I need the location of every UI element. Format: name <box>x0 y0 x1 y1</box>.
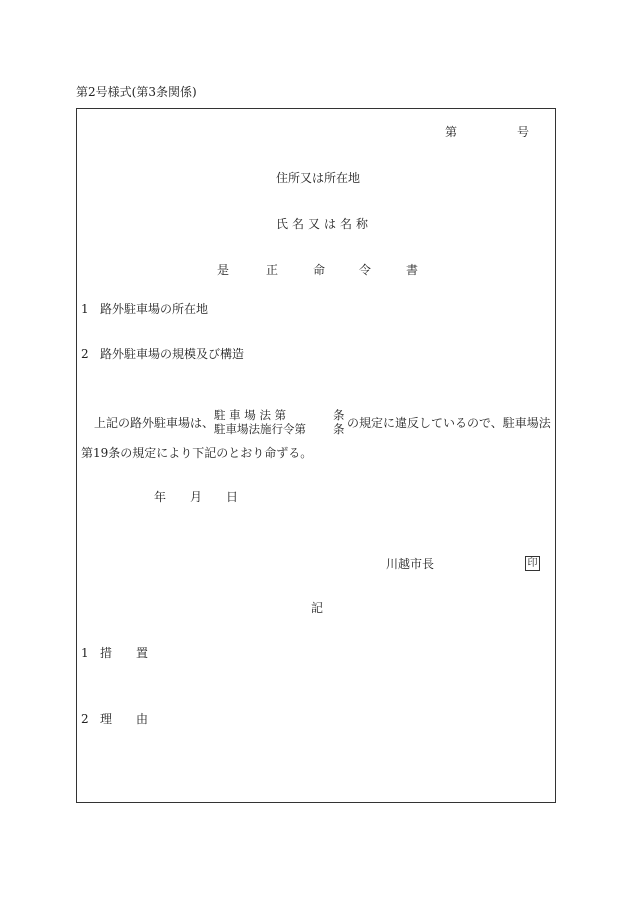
item-b2-number: 2 <box>81 712 89 726</box>
title-char-2: 正 <box>266 263 279 277</box>
number-dai: 第 <box>445 125 458 139</box>
title-char-1: 是 <box>217 263 230 277</box>
form-id: 第2号様式(第3条関係) <box>76 85 197 99</box>
law-line-1: 駐 車 場 法 第 <box>214 408 287 422</box>
name-label: 氏名又は名称 <box>276 217 373 231</box>
jo-2: 条 <box>333 422 345 436</box>
item-b1-number: 1 <box>81 646 89 660</box>
item-b2-a: 理 <box>100 712 113 726</box>
date-month: 月 <box>190 490 203 504</box>
item-b1-a: 措 <box>100 646 113 660</box>
law-line-2: 駐車場法施行令第 <box>214 422 306 436</box>
title-char-3: 命 <box>313 263 326 277</box>
title-char-4: 令 <box>359 263 372 277</box>
number-go: 号 <box>517 125 530 139</box>
item-1-number: 1 <box>81 302 89 316</box>
date-day: 日 <box>226 490 239 504</box>
ki: 記 <box>311 601 324 615</box>
item-b2-b: 由 <box>136 712 149 726</box>
date-year: 年 <box>154 490 167 504</box>
body-line-2: 第19条の規定により下記のとおり命ずる。 <box>81 446 313 460</box>
jo-1: 条 <box>333 408 345 422</box>
body-lead: 上記の路外駐車場は、 <box>94 416 215 430</box>
item-1-text: 路外駐車場の所在地 <box>100 302 209 316</box>
title-char-5: 書 <box>406 263 419 277</box>
item-b1-b: 置 <box>136 646 149 660</box>
address-label: 住所又は所在地 <box>276 171 361 185</box>
seal-icon: 印 <box>525 556 540 571</box>
item-2-text: 路外駐車場の規模及び構造 <box>100 347 245 361</box>
mayor: 川越市長 <box>386 557 435 571</box>
body-tail: の規定に違反しているので、駐車場法 <box>347 416 551 430</box>
item-2-number: 2 <box>81 347 89 361</box>
